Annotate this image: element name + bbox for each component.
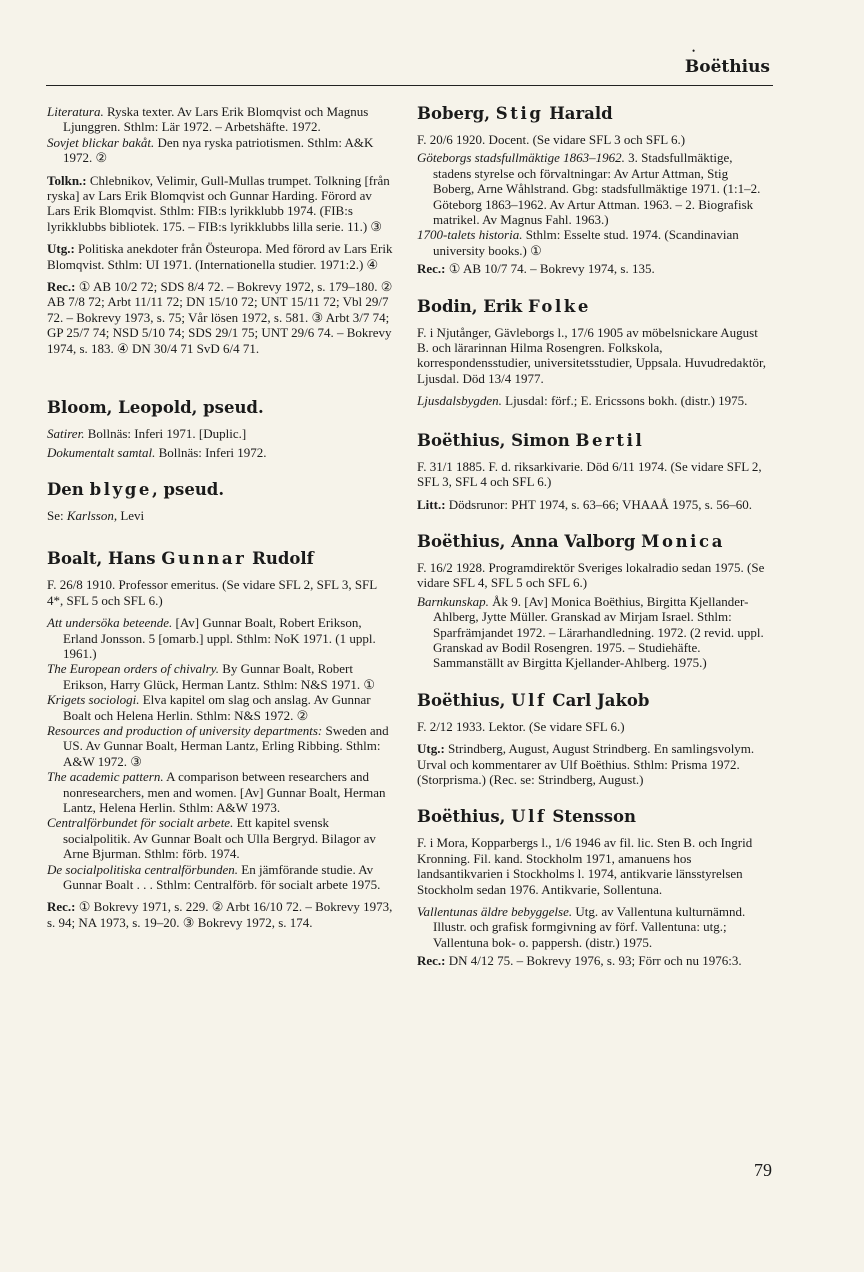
bibliography-list bbox=[47, 615, 395, 892]
bio-text: F. i Njutånger, Gävleborgs l., 17/6 1905 av möbelsnickare August B. och lärarinnan Hilma Rosengren. Folkskola, korrespondensstudier, universitetsstudier, Uppsala. Huvudredaktör, Ljusdal. Död 13/4 1977. bbox=[417, 324, 767, 386]
bio-text: F. 2/12 1933. Lektor. (Se vidare SFL 6.) bbox=[417, 718, 625, 734]
entry-heading-boberg: Boberg, Stig Harald bbox=[417, 104, 613, 123]
bib-entry: Göteborgs stadsfullmäktige 1863–1962. 3. Stadsfullmäktige, stadens styrelse och förvaltningar: Av Artur Attman, Stig Boberg, Arne Wåhlstrand. Gbg: stadsfullmäktige 1971. (1:1–2. Göteborg 1863–1962. Av Artur Attman. 1963. – 2. Biografisk matrikel. Av Magnus Fahl. 1963.) bbox=[417, 150, 761, 228]
bio-text: F. i Mora, Kopparbergs l., 1/6 1946 av fil. lic. Sten B. och Ingrid Kronning. Fil. kand. Stockholm 1971, amanuens hos landsantikvarien i Stockholms l. 1974, antikvarie länsstyrelsen Stockholm sedan 1976. Antikvarie, Sollentuna. bbox=[417, 835, 753, 897]
bib-entry: Centralförbundet för socialt arbete. Ett kapitel svensk socialpolitik. Av Gunnar Boalt och Ulla Bergryd. Bilagor av Arne Bjurman. Sthlm: förb. 1974. bbox=[47, 815, 376, 862]
decorative-dot: • bbox=[692, 46, 696, 56]
bib-entry: The European orders of chivalry. By Gunnar Boalt, Robert Erikson, Harry Glück, Herman Lantz. Sthlm: N&S 1971. ① bbox=[47, 661, 376, 692]
review-note: Rec.: ① AB 10/2 72; SDS 8/4 72. – Bokrevy 1972, s. 179–180. ② AB 7/8 72; Arbt 11/11 72; DN 15/10 72; UNT 15/11 72; Vbl 29/7 72. – Bokrevy 1973, s. 75; Vår lösen 1972, s. 581. ③ Arbt 3/7 74; GP 25/7 74; NSD 5/10 74; SDS 29/1 75; UNT 29/6 74. – Bokrevy 1974, s. 183. ④ DN 30/4 71 SvD 6/4 71. bbox=[47, 279, 393, 356]
bio-text: F. 16/2 1928. Programdirektör Sveriges lokalradio sedan 1975. (Se vidare SFL 4, SFL 5 och SFL 6.) bbox=[417, 559, 765, 591]
bib-entry: The academic pattern. A comparison between researchers and nonresearchers, men and women. [Av] Gunnar Boalt, Herman Lantz, Helena Herlin. Sthlm: A&W 1973. bbox=[47, 769, 386, 815]
left-column bbox=[47, 104, 395, 930]
bib-entry: Att undersöka beteende. [Av] Gunnar Boalt, Robert Erikson, Erland Jonsson. 5 [omarb.] uppl. Sthlm: NoK 1971. (1 uppl. 1961.) bbox=[47, 615, 376, 661]
bib-entry: 1700-talets historia. Sthlm: Esselte stud. 1974. (Scandinavian university books.) ① bbox=[417, 227, 739, 258]
edition-note: Utg.: Strindberg, August, August Strindberg. En samlingsvolym. Urval och kommentarer av Ulf Boëthius. Sthlm: Prisma 1972. (Storprisma.) (Rec. se: Strindberg, August.) bbox=[417, 741, 755, 787]
bib-entry: De socialpolitiska centralförbunden. En jämförande studie. Av Gunnar Boalt . . . Sthlm: Centralförb. för socialt arbete 1975. bbox=[47, 861, 381, 893]
literature-note: Litt.: Dödsrunor: PHT 1974, s. 63–66; VHAAÅ 1975, s. 56–60. bbox=[417, 496, 753, 512]
bio-text: F. 31/1 1885. F. d. riksarkivarie. Död 6/11 1974. (Se vidare SFL 2, SFL 3, SFL 4 och SFL 6.) bbox=[417, 458, 762, 490]
review-note: Rec.: ① Bokrevy 1971, s. 229. ② Arbt 16/10 72. – Bokrevy 1973, s. 94; NA 1973, s. 19–20. ③ Bokrevy 1972, s. 174. bbox=[47, 899, 393, 930]
translation-note: Tolkn.: Chlebnikov, Velimir, Gull-Mullas trumpet. Tolkning [från ryska] av Lars Erik Blomqvist och Gunnar Harding. Förord av Lars Erik Blomqvist. Sthlm: FIB:s lyrikklubb 1974. (FIB:s lyrikklubbs bibliotek. 175. – FIB:s lyrikklubbs lilla serie. 11.) ③ bbox=[47, 172, 390, 234]
bib-entry: Literatura. Ryska texter. Av Lars Erik Blomqvist och Magnus Ljunggren. Sthlm: Lär 1972. – Arbetshäfte. 1972. bbox=[47, 104, 369, 135]
running-head: Boëthius bbox=[684, 57, 770, 77]
entry-heading-anna: Boëthius, Anna Valborg Monica bbox=[417, 531, 725, 551]
bib-entry: Dokumentalt samtal. Bollnäs: Inferi 1972. bbox=[47, 444, 267, 460]
bib-entry: Satirer. Bollnäs: Inferi 1971. [Duplic.] bbox=[47, 426, 247, 442]
entry-heading-bodin: Bodin, Erik Folke bbox=[417, 296, 591, 316]
bib-entry: Barnkunskap. Åk 9. [Av] Monica Boëthius, Birgitta Kjellander-Ahlberg, Jytte Müller. Granskad av Mirjam Israel. Sthlm: Sparfrämjandet 1972. – Lärarhandledning. 1972. (2 revid. uppl. Granskad av Bodil Rosengren. 1975. – Studiehäfte. Sammanställt av Birgitta Kjellander-Ahlberg. 1975.) bbox=[417, 593, 764, 671]
entry-heading-blyge: Den blyge, pseud. bbox=[47, 479, 225, 499]
bio-text: F. 26/8 1910. Professor emeritus. (Se vidare SFL 2, SFL 3, SFL 4*, SFL 5 och SFL 6.) bbox=[47, 577, 377, 608]
entry-heading-ulf-carl: Boëthius, Ulf Carl Jakob bbox=[417, 690, 650, 710]
bib-entry: Sovjet blickar bakåt. Den nya ryska patriotismen. Sthlm: A&K 1972. ② bbox=[47, 134, 374, 166]
entry-heading-ulf-stensson: Boëthius, Ulf Stensson bbox=[417, 807, 637, 827]
entry-heading-boalt: Boalt, Hans Gunnar Rudolf bbox=[47, 549, 314, 569]
bib-entry: Krigets sociologi. Elva kapitel om slag och anslag. Av Gunnar Boalt och Helena Herlin. Sthlm: N&S 1972. ② bbox=[47, 692, 371, 723]
see-reference: Se: Karlsson, Levi bbox=[47, 507, 145, 523]
entry-heading-simon: Boëthius, Simon Bertil bbox=[417, 430, 645, 450]
page-number: 79 bbox=[754, 1160, 772, 1180]
bio-text: F. 20/6 1920. Docent. (Se vidare SFL 3 och SFL 6.) bbox=[417, 132, 686, 147]
review-note: Rec.: ① AB 10/7 74. – Bokrevy 1974, s. 135. bbox=[417, 261, 655, 277]
bib-entry: Resources and production of university departments: Sweden and US. Av Gunnar Boalt, Herman Lantz, Erling Ribbing. Sthlm: A&W 1972. ③ bbox=[47, 722, 389, 769]
edition-note: Utg.: Politiska anekdoter från Östeuropa. Med förord av Lars Erik Blomqvist. Sthlm: UI 1971. (Internationella studier. 1971:2.) ④ bbox=[47, 241, 393, 272]
bib-entry: Ljusdalsbygden. Ljusdal: förf.; E. Ericssons bokh. (distr.) 1975. bbox=[417, 393, 748, 409]
review-note: Rec.: DN 4/12 75. – Bokrevy 1976, s. 93; Förr och nu 1976:3. bbox=[417, 953, 742, 969]
entry-heading-bloom: Bloom, Leopold, pseud. bbox=[47, 398, 264, 418]
right-column bbox=[417, 104, 772, 969]
header-rule bbox=[46, 85, 773, 86]
bib-entry: Vallentunas äldre bebyggelse. Utg. av Vallentuna kulturnämnd. Illustr. och grafisk formgivning av förf. Vallentuna: utg.; Vallentuna bok- o. pappersh. (distr.) 1975. bbox=[417, 904, 746, 950]
